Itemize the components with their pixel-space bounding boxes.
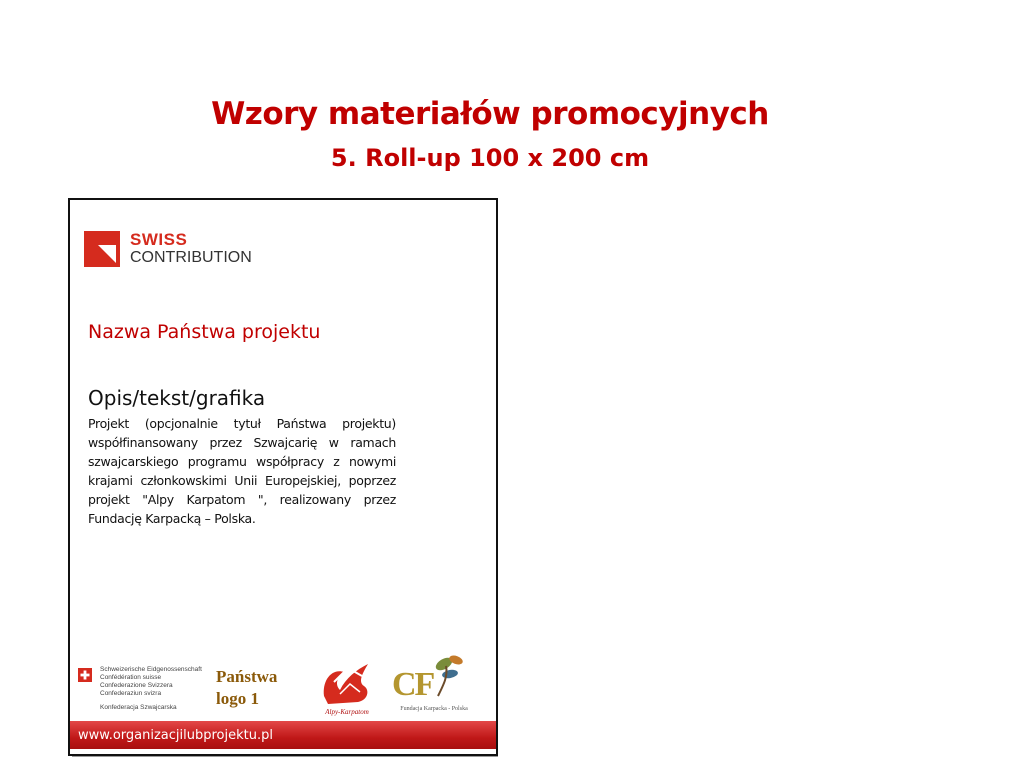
- footer-bar: [70, 721, 496, 749]
- slide-subtitle: 5. Roll-up 100 x 200 cm: [330, 144, 650, 172]
- rollup-mockup: [68, 198, 498, 756]
- country-logo-placeholder: [216, 666, 277, 710]
- cf-caption: Fundacja Karpacka - Polska: [400, 706, 468, 712]
- alpy-karpatom-logo-icon: [318, 656, 376, 718]
- country-project-name: Nazwa Państwa projektu: [88, 321, 321, 343]
- swiss-contribution-mark-icon: [84, 231, 120, 267]
- project-description: Projekt (opcjonalnie tytuł Państwa projektu) współfinansowany przez Szwajcarię w ramach szwajcarskiego programu współpracy z nowymi krajami członkowskimi Unii Europejskiej, poprzez projekt "Alpy Karpatom ", realizowany przez Fundację Karpacką – Polska.: [88, 416, 396, 526]
- country-logo-line2: logo 1: [216, 689, 259, 708]
- swiss-confederation-logo: [78, 666, 208, 716]
- slide-title: Wzory materiałów promocyjnych: [211, 96, 769, 132]
- footer-url[interactable]: www.organizacjilubprojektu.pl: [78, 728, 273, 743]
- alpy-logo-caption: Alpy-Karpatom: [325, 708, 369, 716]
- swiss-contribution-logo: [84, 228, 284, 272]
- confederation-line: Confederazione Svizzera: [100, 682, 173, 689]
- country-logo-line1: Państwa: [216, 667, 278, 686]
- confederation-line: Confederaziun svizra: [100, 690, 162, 697]
- swiss-flag-icon: [78, 668, 92, 682]
- section-heading: Opis/tekst/grafika: [88, 386, 266, 410]
- swiss-logo-line1: SWISS: [130, 230, 188, 249]
- confederation-line: Schweizerische Eidgenossenschaft: [100, 666, 202, 673]
- confederation-polish: Konfederacja Szwajcarska: [100, 704, 177, 711]
- cf-letters: CF: [392, 666, 434, 703]
- confederation-line: Confédération suisse: [100, 674, 162, 681]
- swiss-logo-line2: CONTRIBUTION: [130, 249, 252, 266]
- fundacja-karpacka-logo: [388, 648, 480, 720]
